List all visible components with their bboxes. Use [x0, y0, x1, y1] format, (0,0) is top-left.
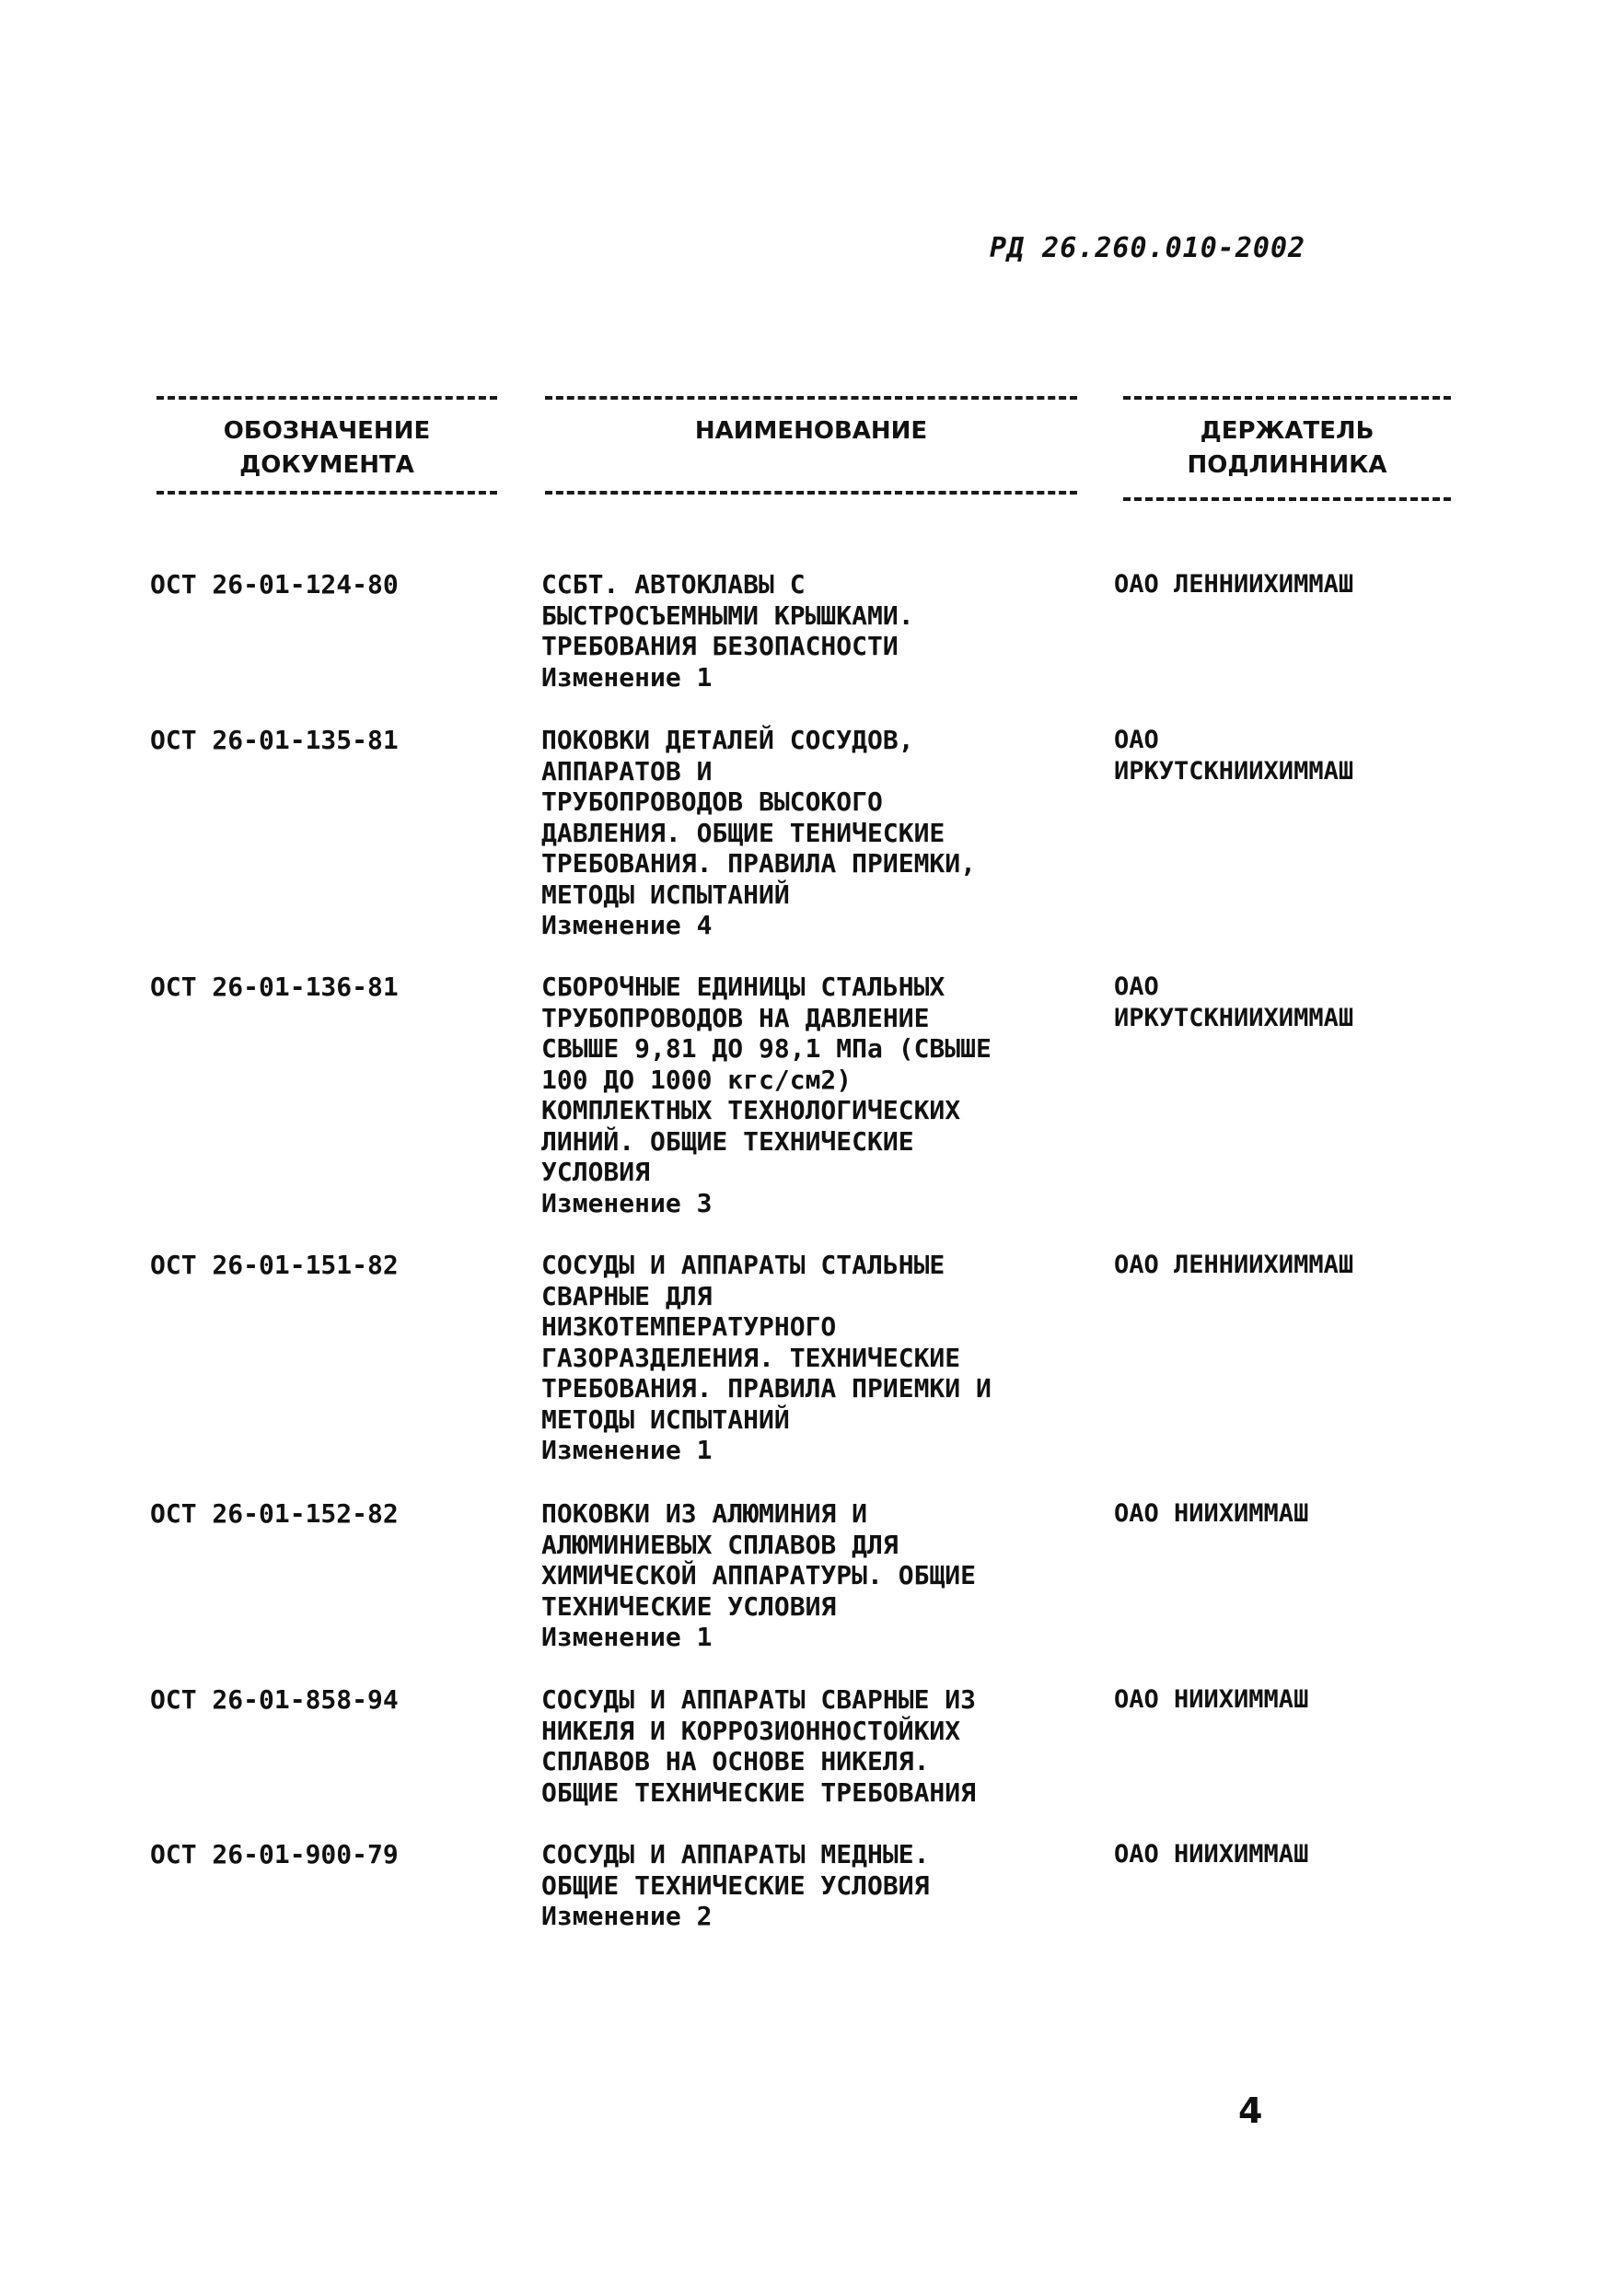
column-header-name: НАИМЕНОВАНИЕ: [694, 417, 928, 445]
row-code: ОСТ 26-01-135-81: [150, 725, 399, 755]
row-title: СОСУДЫ И АППАРАТЫ МЕДНЫЕ. ОБЩИЕ ТЕХНИЧЕСКИЕ УСЛОВИЯ Изменение 2: [541, 1839, 930, 1931]
row-holder: ОАО ЛЕННИИХИММАШ: [1114, 1251, 1354, 1279]
header-bottom-rule-designation: [157, 491, 497, 495]
row-code: ОСТ 26-01-124-80: [150, 569, 399, 600]
row-code: ОСТ 26-01-900-79: [150, 1839, 399, 1869]
row-holder: ОАО НИИХИММАШ: [1114, 1685, 1309, 1714]
header-bottom-rule-holder: [1123, 497, 1451, 501]
header-top-rule-name: [545, 396, 1077, 400]
row-title: ССБТ. АВТОКЛАВЫ С БЫСТРОСЪЕМНЫМИ КРЫШКАМИ. ТРЕБОВАНИЯ БЕЗОПАСНОСТИ Изменение 1: [541, 569, 914, 693]
document-code: РД 26.260.010-2002: [990, 232, 1306, 264]
row-title: ПОКОВКИ ИЗ АЛЮМИНИЯ И АЛЮМИНИЕВЫХ СПЛАВОВ ДЛЯ ХИМИЧЕСКОЙ АППАРАТУРЫ. ОБЩИЕ ТЕХНИЧЕСКИЕ УСЛОВИЯ Изменение 1: [541, 1498, 977, 1652]
row-code: ОСТ 26-01-858-94: [150, 1684, 399, 1715]
row-holder: ОАО НИИХИММАШ: [1114, 1840, 1309, 1869]
row-code: ОСТ 26-01-151-82: [150, 1250, 399, 1280]
page-number: 4: [1238, 2090, 1263, 2131]
row-holder: ОАО ИРКУТСКНИИХИММАШ: [1114, 726, 1354, 786]
row-code: ОСТ 26-01-136-81: [150, 972, 399, 1002]
row-holder: ОАО ИРКУТСКНИИХИММАШ: [1114, 972, 1354, 1032]
header-top-rule-designation: [157, 396, 497, 400]
row-title: СОСУДЫ И АППАРАТЫ СВАРНЫЕ ИЗ НИКЕЛЯ И КОРРОЗИОННОСТОЙКИХ СПЛАВОВ НА ОСНОВЕ НИКЕЛЯ. ОБЩИЕ ТЕХНИЧЕСКИЕ ТРЕБОВАНИЯ: [541, 1684, 977, 1808]
row-holder: ОАО НИИХИММАШ: [1114, 1499, 1309, 1528]
header-bottom-rule-name: [545, 491, 1077, 495]
header-top-rule-holder: [1123, 396, 1451, 400]
row-code: ОСТ 26-01-152-82: [150, 1498, 399, 1529]
column-header-holder: ДЕРЖАТЕЛЬ ПОДЛИННИКА: [1187, 417, 1387, 479]
column-header-designation: ОБОЗНАЧЕНИЕ ДОКУМЕНТА: [223, 417, 431, 479]
row-holder: ОАО ЛЕННИИХИММАШ: [1114, 570, 1354, 599]
row-title: ПОКОВКИ ДЕТАЛЕЙ СОСУДОВ, АППАРАТОВ И ТРУБОПРОВОДОВ ВЫСОКОГО ДАВЛЕНИЯ. ОБЩИЕ ТЕНИЧЕСКИЕ ТРЕБОВАНИЯ. ПРАВИЛА ПРИЕМКИ, МЕТОДЫ ИСПЫТАНИЙ Изменение 4: [541, 725, 977, 940]
row-title: СБОРОЧНЫЕ ЕДИНИЦЫ СТАЛЬНЫХ ТРУБОПРОВОДОВ НА ДАВЛЕНИЕ СВЫШЕ 9,81 ДО 98,1 МПа (СВЫШЕ 100 ДО 1000 кгс/см2) КОМПЛЕКТНЫХ ТЕХНОЛОГИЧЕСКИХ ЛИНИЙ. ОБЩИЕ ТЕХНИЧЕСКИЕ УСЛОВИЯ Изменение 3: [541, 972, 992, 1218]
row-title: СОСУДЫ И АППАРАТЫ СТАЛЬНЫЕ СВАРНЫЕ ДЛЯ НИЗКОТЕМПЕРАТУРНОГО ГАЗОРАЗДЕЛЕНИЯ. ТЕХНИЧЕСКИЕ ТРЕБОВАНИЯ. ПРАВИЛА ПРИЕМКИ И МЕТОДЫ ИСПЫТАНИЙ Изменение 1: [541, 1250, 992, 1465]
